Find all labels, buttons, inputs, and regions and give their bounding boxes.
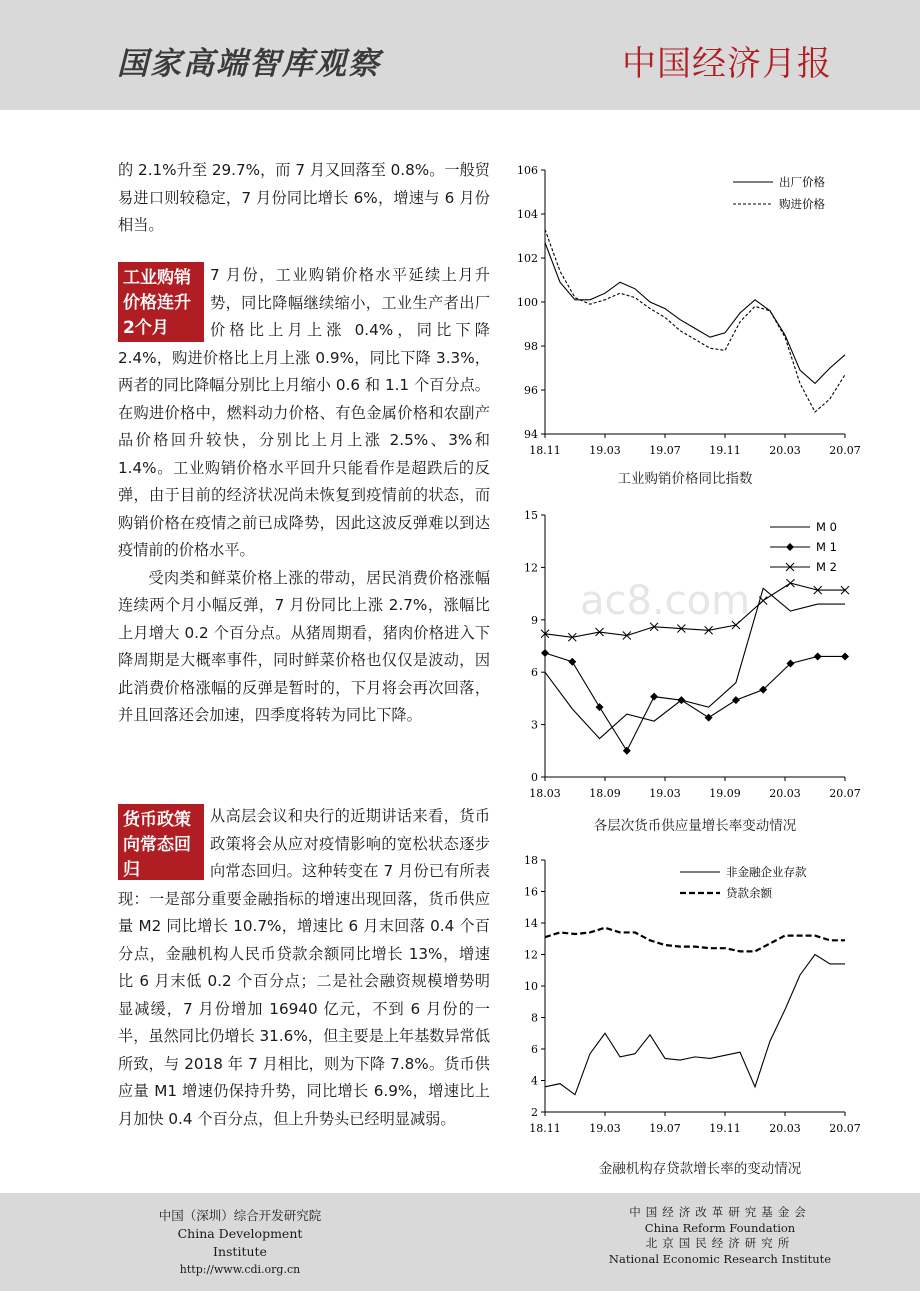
series-line-0	[545, 243, 845, 384]
chart-deposit-loan-caption: 金融机构存贷款增长率的变动情况	[598, 1161, 802, 1177]
y-tick-label: 98	[524, 340, 538, 353]
y-tick-label: 12	[524, 561, 538, 575]
y-tick-label: 9	[531, 613, 538, 627]
series-marker	[705, 714, 713, 722]
x-tick-label: 19.03	[649, 787, 681, 800]
series-line-1	[545, 653, 845, 751]
y-tick-label: 10	[524, 980, 538, 993]
section1-body	[118, 262, 490, 730]
series-line-1	[545, 229, 845, 412]
series-marker	[541, 649, 549, 657]
y-tick-label: 15	[524, 509, 538, 522]
y-tick-label: 8	[531, 1011, 538, 1025]
x-tick-label: 20.03	[769, 787, 801, 800]
y-tick-label: 102	[517, 252, 538, 265]
chart-money-supply-caption: 各层次货币供应量增长率变动情况	[593, 818, 797, 834]
y-tick-label: 94	[524, 428, 538, 441]
report-title: 中国经济月报	[622, 44, 832, 84]
footer-right-org	[600, 1205, 840, 1267]
x-tick-label: 19.07	[649, 444, 681, 457]
series-marker	[786, 579, 794, 587]
section1-heading: 工业购销价格连升2个月	[118, 262, 204, 342]
footer-left-url[interactable]: http://www.cdi.org.cn	[179, 1263, 301, 1276]
section1-paragraph1: 7 月份，工业购销价格水平延续上月升势，同比降幅继续缩小，工业生产者出厂价格比上月上涨 0.4%，同比下降 2.4%，购进价格比上月上涨 0.9%，同比下降 3.3%，两者的同比降幅分别比上月缩小 0.6 和 1.1 个百分点。在购进价格中，燃料动力价格、有色金属价格和农副产品价格回升较快，分别比上月上涨 2.5%、3%和 1.4%。工业购销价格水平回升只能看作是超跌后的反弹，由于目前的经济状况尚未恢复到疫情前的状态，而购销价格在疫情之前已成降势，因此这波反弹难以到达疫情前的价格水平。	[118, 266, 490, 559]
chart-deposit-loan	[505, 850, 865, 1145]
y-tick-label: 100	[517, 296, 538, 309]
page-footer	[0, 1193, 920, 1291]
legend-label-1: 购进价格	[779, 197, 825, 211]
x-tick-label: 19.11	[709, 1122, 741, 1135]
series-line-2	[545, 583, 845, 637]
series-marker	[841, 652, 849, 660]
x-tick-label: 19.03	[589, 444, 621, 457]
y-tick-label: 0	[531, 771, 538, 784]
y-tick-label: 16	[524, 885, 538, 899]
y-tick-label: 6	[531, 666, 538, 680]
y-tick-label: 106	[517, 164, 538, 177]
x-tick-label: 20.07	[829, 1122, 861, 1135]
legend-label-0: 非金融企业存款	[726, 865, 807, 879]
legend-label-0: 出厂价格	[779, 175, 825, 189]
y-tick-label: 12	[524, 948, 538, 962]
x-tick-label: 19.07	[649, 1122, 681, 1135]
section2-body	[118, 803, 490, 1133]
x-tick-label: 19.09	[709, 787, 741, 800]
x-tick-label: 18.09	[589, 787, 621, 800]
y-tick-label: 18	[524, 854, 538, 867]
y-tick-label: 4	[531, 1074, 538, 1088]
legend-label-0: M 0	[816, 520, 837, 534]
x-tick-label: 20.03	[769, 444, 801, 457]
brand-logo: 国家高端智库观察	[117, 46, 381, 82]
watermark: ac8.com	[580, 578, 751, 624]
legend-label-2: M 2	[816, 560, 837, 574]
page-header	[0, 0, 920, 110]
y-tick-label: 96	[524, 384, 538, 397]
series-line-0	[545, 588, 845, 738]
y-tick-label: 2	[531, 1106, 538, 1119]
footer-right-en1: China Reform Foundation	[644, 1220, 796, 1235]
series-marker	[623, 747, 631, 755]
footer-left-org	[150, 1207, 330, 1279]
x-tick-label: 18.11	[529, 444, 561, 457]
y-tick-label: 14	[524, 917, 538, 930]
legend-marker	[786, 543, 794, 551]
series-marker	[568, 658, 576, 666]
series-marker	[732, 696, 740, 704]
x-tick-label: 18.03	[529, 787, 561, 800]
chart-money-supply	[505, 505, 865, 810]
series-line-1	[545, 928, 845, 952]
footer-right-cn2: 北京国民经济研究所	[645, 1236, 795, 1250]
series-marker	[650, 693, 658, 701]
x-tick-label: 19.03	[589, 1122, 621, 1135]
y-tick-label: 3	[531, 718, 538, 732]
series-marker	[596, 703, 604, 711]
x-tick-label: 19.11	[709, 444, 741, 457]
section2-paragraph: 从高层会议和央行的近期讲话来看，货币政策将会从应对疫情影响的宽松状态逐步向常态回归。这种转变在 7 月份已有所表现：一是部分重要金融指标的增速出现回落，货币供应量 M2 同比增长 10.7%，增速比 6 月末回落 0.4 个百分点，金融机构人民币贷款余额同比增长 13%，增速比 6 月末低 0.2 个百分点；二是社会融资规模增势明显减缓，7 月份增加 16940 亿元，不到 6 月份的一半，虽然同比仍增长 31.6%，但主要是上年基数异常低所致，与 2018 年 7 月相比，则为下降 7.8%。货币供应量 M1 增速仍保持升势，同比增长 6.9%，增速比上月加快 0.4 个百分点，但上升势头已经明显减弱。	[118, 807, 491, 1128]
footer-left-cn: 中国（深圳）综合开发研究院	[158, 1208, 322, 1223]
x-tick-label: 20.07	[829, 444, 861, 457]
intro-text: 的 2.1%升至 29.7%，而 7 月又回落至 0.8%。一般贸易进口则较稳定，7 月份同比增长 6%，增速与 6 月份相当。	[118, 161, 490, 234]
x-tick-label: 18.11	[529, 1122, 561, 1135]
section1-paragraph2: 受肉类和鲜菜价格上涨的带动，居民消费价格涨幅连续两个月小幅反弹，7 月份同比上涨 2.7%，涨幅比上月增大 0.2 个百分点。从猪周期看，猪肉价格进入下降周期是大概率事件，同时鲜菜价格也仅仅是波动，因此消费价格涨幅的反弹是暂时的，下月将会再次回落，并且回落还会加速，四季度将转为同比下降。	[118, 568, 490, 724]
x-tick-label: 20.07	[829, 787, 861, 800]
legend-label-1: M 1	[816, 540, 837, 554]
footer-right-cn1: 中国经济改革研究基金会	[629, 1205, 811, 1219]
series-marker	[759, 597, 767, 605]
footer-left-en: China Development Institute	[177, 1226, 303, 1259]
chart-price-index	[505, 160, 865, 470]
legend-label-1: 贷款余额	[726, 886, 772, 900]
series-line-0	[545, 955, 845, 1095]
intro-paragraph	[118, 157, 490, 240]
section2-heading: 货币政策向常态回归	[118, 804, 204, 880]
y-tick-label: 104	[517, 208, 538, 221]
footer-right-en2: National Economic Research Institute	[608, 1251, 832, 1266]
y-tick-label: 6	[531, 1043, 538, 1056]
series-marker	[814, 652, 822, 660]
x-tick-label: 20.03	[769, 1122, 801, 1135]
chart-price-index-caption: 工业购销价格同比指数	[617, 471, 753, 487]
